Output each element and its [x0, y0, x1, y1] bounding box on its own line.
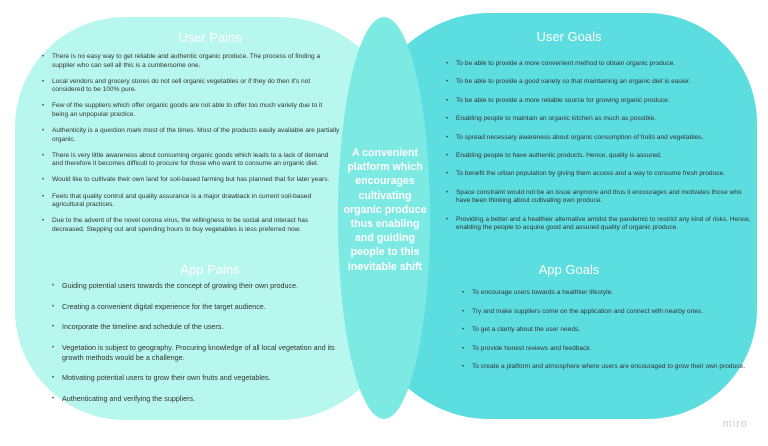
app-goals-list	[462, 289, 752, 382]
user-goal-item: • Enabling people to have authentic products. Hence, quality is assured.	[446, 152, 756, 161]
user-pain-item: • There is very little awareness about consuming organic goods which leads to a lack of demand and therefore it becomes difficult to procure for those who want to consume an organic diet.	[42, 152, 340, 169]
user-pains-list	[42, 53, 340, 242]
app-goal-item: • To provide honest reviews and feedback.	[462, 345, 752, 354]
value-proposition-text: A convenient platform which encourages cultivating organic produce thus enabling and guiding people to this inevitable shift	[343, 147, 427, 273]
user-pain-item: • Feels that quality control and quality assurance is a major drawback in current soil-based agricultural practices.	[42, 193, 340, 210]
user-goal-item: • Enabling people to maintain an organic kitchen as much as possible.	[446, 115, 756, 124]
app-pain-item: • Motivating potential users to grow their own fruits and vegetables.	[52, 373, 338, 383]
user-pain-item: • Due to the advent of the novel corona virus, the willingness to be social and interact has decreased. Stepping out and spending hours to buy vegetables is less preferred now.	[42, 217, 340, 234]
app-pain-item: • Incorporate the timeline and schedule of the users.	[52, 322, 338, 332]
app-goal-item: • To get a clarity about the user needs.	[462, 326, 752, 335]
app-pain-item: • Guiding potential users towards the concept of growing their own produce.	[52, 281, 338, 291]
user-goal-item: • To be able to provide a more reliable source for growing organic produce.	[446, 97, 756, 106]
app-pain-item: • Vegetation is subject to geography. Procuring knowledge of all local vegetation and its growth methods would be a challenge.	[52, 343, 338, 363]
user-goals-title: User Goals	[536, 29, 602, 44]
app-pains-list	[52, 281, 338, 414]
app-goal-item: • To encourage users towards a healthier lifestyle.	[462, 289, 752, 298]
app-pain-item: • Authenticating and verifying the suppliers.	[52, 394, 338, 404]
user-pain-item: • Authenticity is a question mark most of the times. Most of the products easily available are partially organic.	[42, 127, 340, 144]
app-goals-title: App Goals	[538, 262, 600, 277]
user-goal-item: • Providing a better and a healthier alternative amidst the pandemic to restrict any kind of risks. Hence, enabling the people to acquire good and assured quality of organic produce.	[446, 216, 756, 233]
user-goal-item: • To be able to provide a more convenient method to obtain organic produce.	[446, 60, 756, 69]
app-pains-title: App Pains	[180, 262, 240, 277]
app-goal-item: • Try and make suppliers come on the application and connect with nearby ones.	[462, 308, 752, 317]
user-goal-item: • To spread necessary awareness about organic consumption of fruits and vegetables.	[446, 134, 756, 143]
user-pains-title: User Pains	[178, 30, 242, 45]
app-goal-item: • To create a platform and atmosphere where users are encouraged to grow their own produce.	[462, 363, 752, 372]
user-pain-item: • There is no easy way to get reliable and authentic organic produce. The process of finding a supplier who can sell all this is a cumbersome one.	[42, 53, 340, 70]
user-pain-item: • Few of the suppliers which offer organic goods are not able to offer too much variety due to it being an unpopular practice.	[42, 102, 340, 119]
user-goals-list	[446, 60, 756, 243]
miro-logo: miro	[722, 418, 748, 430]
user-goal-item: • Space constraint would not be an issue anymore and thus it encourages and motivates those who have been thinking about cultivating own produce.	[446, 189, 756, 206]
user-pain-item: • Local vendors and grocery stores do not sell organic vegetables or if they do then it's not considered to be 100% pure.	[42, 78, 340, 95]
user-goal-item: • To be able to provide a good variety so that maintaining an organic diet is easier.	[446, 78, 756, 87]
user-goal-item: • To benefit the urban population by giving them access and a way to consume fresh produce.	[446, 170, 756, 179]
app-pain-item: • Creating a convenient digital experience for the target audience.	[52, 302, 338, 312]
user-pain-item: • Would like to cultivate their own land for soil-based farming but has planned that for later years.	[42, 176, 340, 185]
